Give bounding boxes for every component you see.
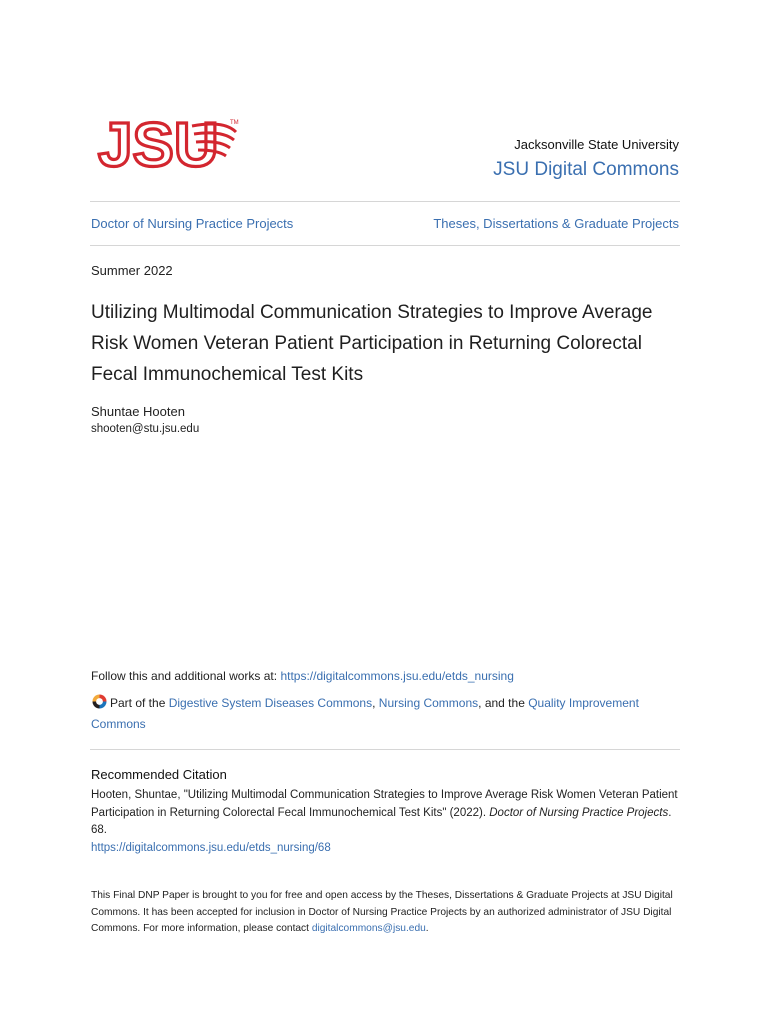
network-icon xyxy=(91,693,108,710)
svg-text:JSU: JSU xyxy=(98,112,219,176)
commons-link-digestive[interactable]: Digestive System Diseases Commons xyxy=(168,696,373,710)
publication-date: Summer 2022 xyxy=(91,263,173,278)
collection-link-dnp-projects[interactable]: Doctor of Nursing Practice Projects xyxy=(91,216,294,231)
university-name: Jacksonville State University xyxy=(514,137,679,152)
jsu-logo xyxy=(96,112,242,176)
separator: , xyxy=(372,696,379,710)
divider xyxy=(90,749,680,750)
follow-url-link[interactable]: https://digitalcommons.jsu.edu/etds_nursing xyxy=(280,669,514,683)
separator: , and the xyxy=(478,696,529,710)
repository-link[interactable]: JSU Digital Commons xyxy=(493,159,679,180)
part-of-prefix: Part of the xyxy=(110,696,169,710)
commons-link-nursing[interactable]: Nursing Commons xyxy=(378,696,479,710)
period: . xyxy=(425,923,429,934)
citation-number: . 68. xyxy=(91,806,672,836)
commons-link-quality-improvement[interactable]: Quality Improvement Commons xyxy=(91,696,639,731)
citation-url-link[interactable]: https://digitalcommons.jsu.edu/etds_nursing/68 xyxy=(91,841,331,854)
contact-email-link[interactable]: digitalcommons@jsu.edu xyxy=(311,923,426,934)
part-of-line xyxy=(91,693,681,735)
svg-text:TM: TM xyxy=(230,120,239,126)
divider xyxy=(90,201,680,202)
access-statement xyxy=(91,888,681,938)
follow-prefix: Follow this and additional works at: xyxy=(91,669,281,683)
citation-text xyxy=(91,787,681,857)
author-name: Shuntae Hooten xyxy=(91,404,185,419)
document-title: Utilizing Multimodal Communication Strategies to Improve Average Risk Women Veteran Patient Participation in Returning Colorectal Fecal Immunochemical Test Kits xyxy=(91,302,653,385)
access-statement-text: This Final DNP Paper is brought to you for free and open access by the Theses, Dissertations & Graduate Projects at JSU Digital Commons. It has been accepted for inclusion in Doctor of Nursing Practice Projects by an authorized administrator of JSU Digital Commons. For more information, please contact xyxy=(91,890,673,934)
citation-body: Hooten, Shuntae, "Utilizing Multimodal Communication Strategies to Improve Average Risk Women Veteran Patient Participation in Returning Colorectal Fecal Immunochemical Test Kits" (2022). xyxy=(91,789,678,819)
follow-line xyxy=(91,669,514,683)
citation-series: Doctor of Nursing Practice Projects xyxy=(489,806,669,819)
divider xyxy=(90,245,680,246)
author-email: shooten@stu.jsu.edu xyxy=(91,423,200,435)
citation-heading: Recommended Citation xyxy=(91,767,227,782)
collection-link-theses[interactable]: Theses, Dissertations & Graduate Projects xyxy=(433,216,679,231)
